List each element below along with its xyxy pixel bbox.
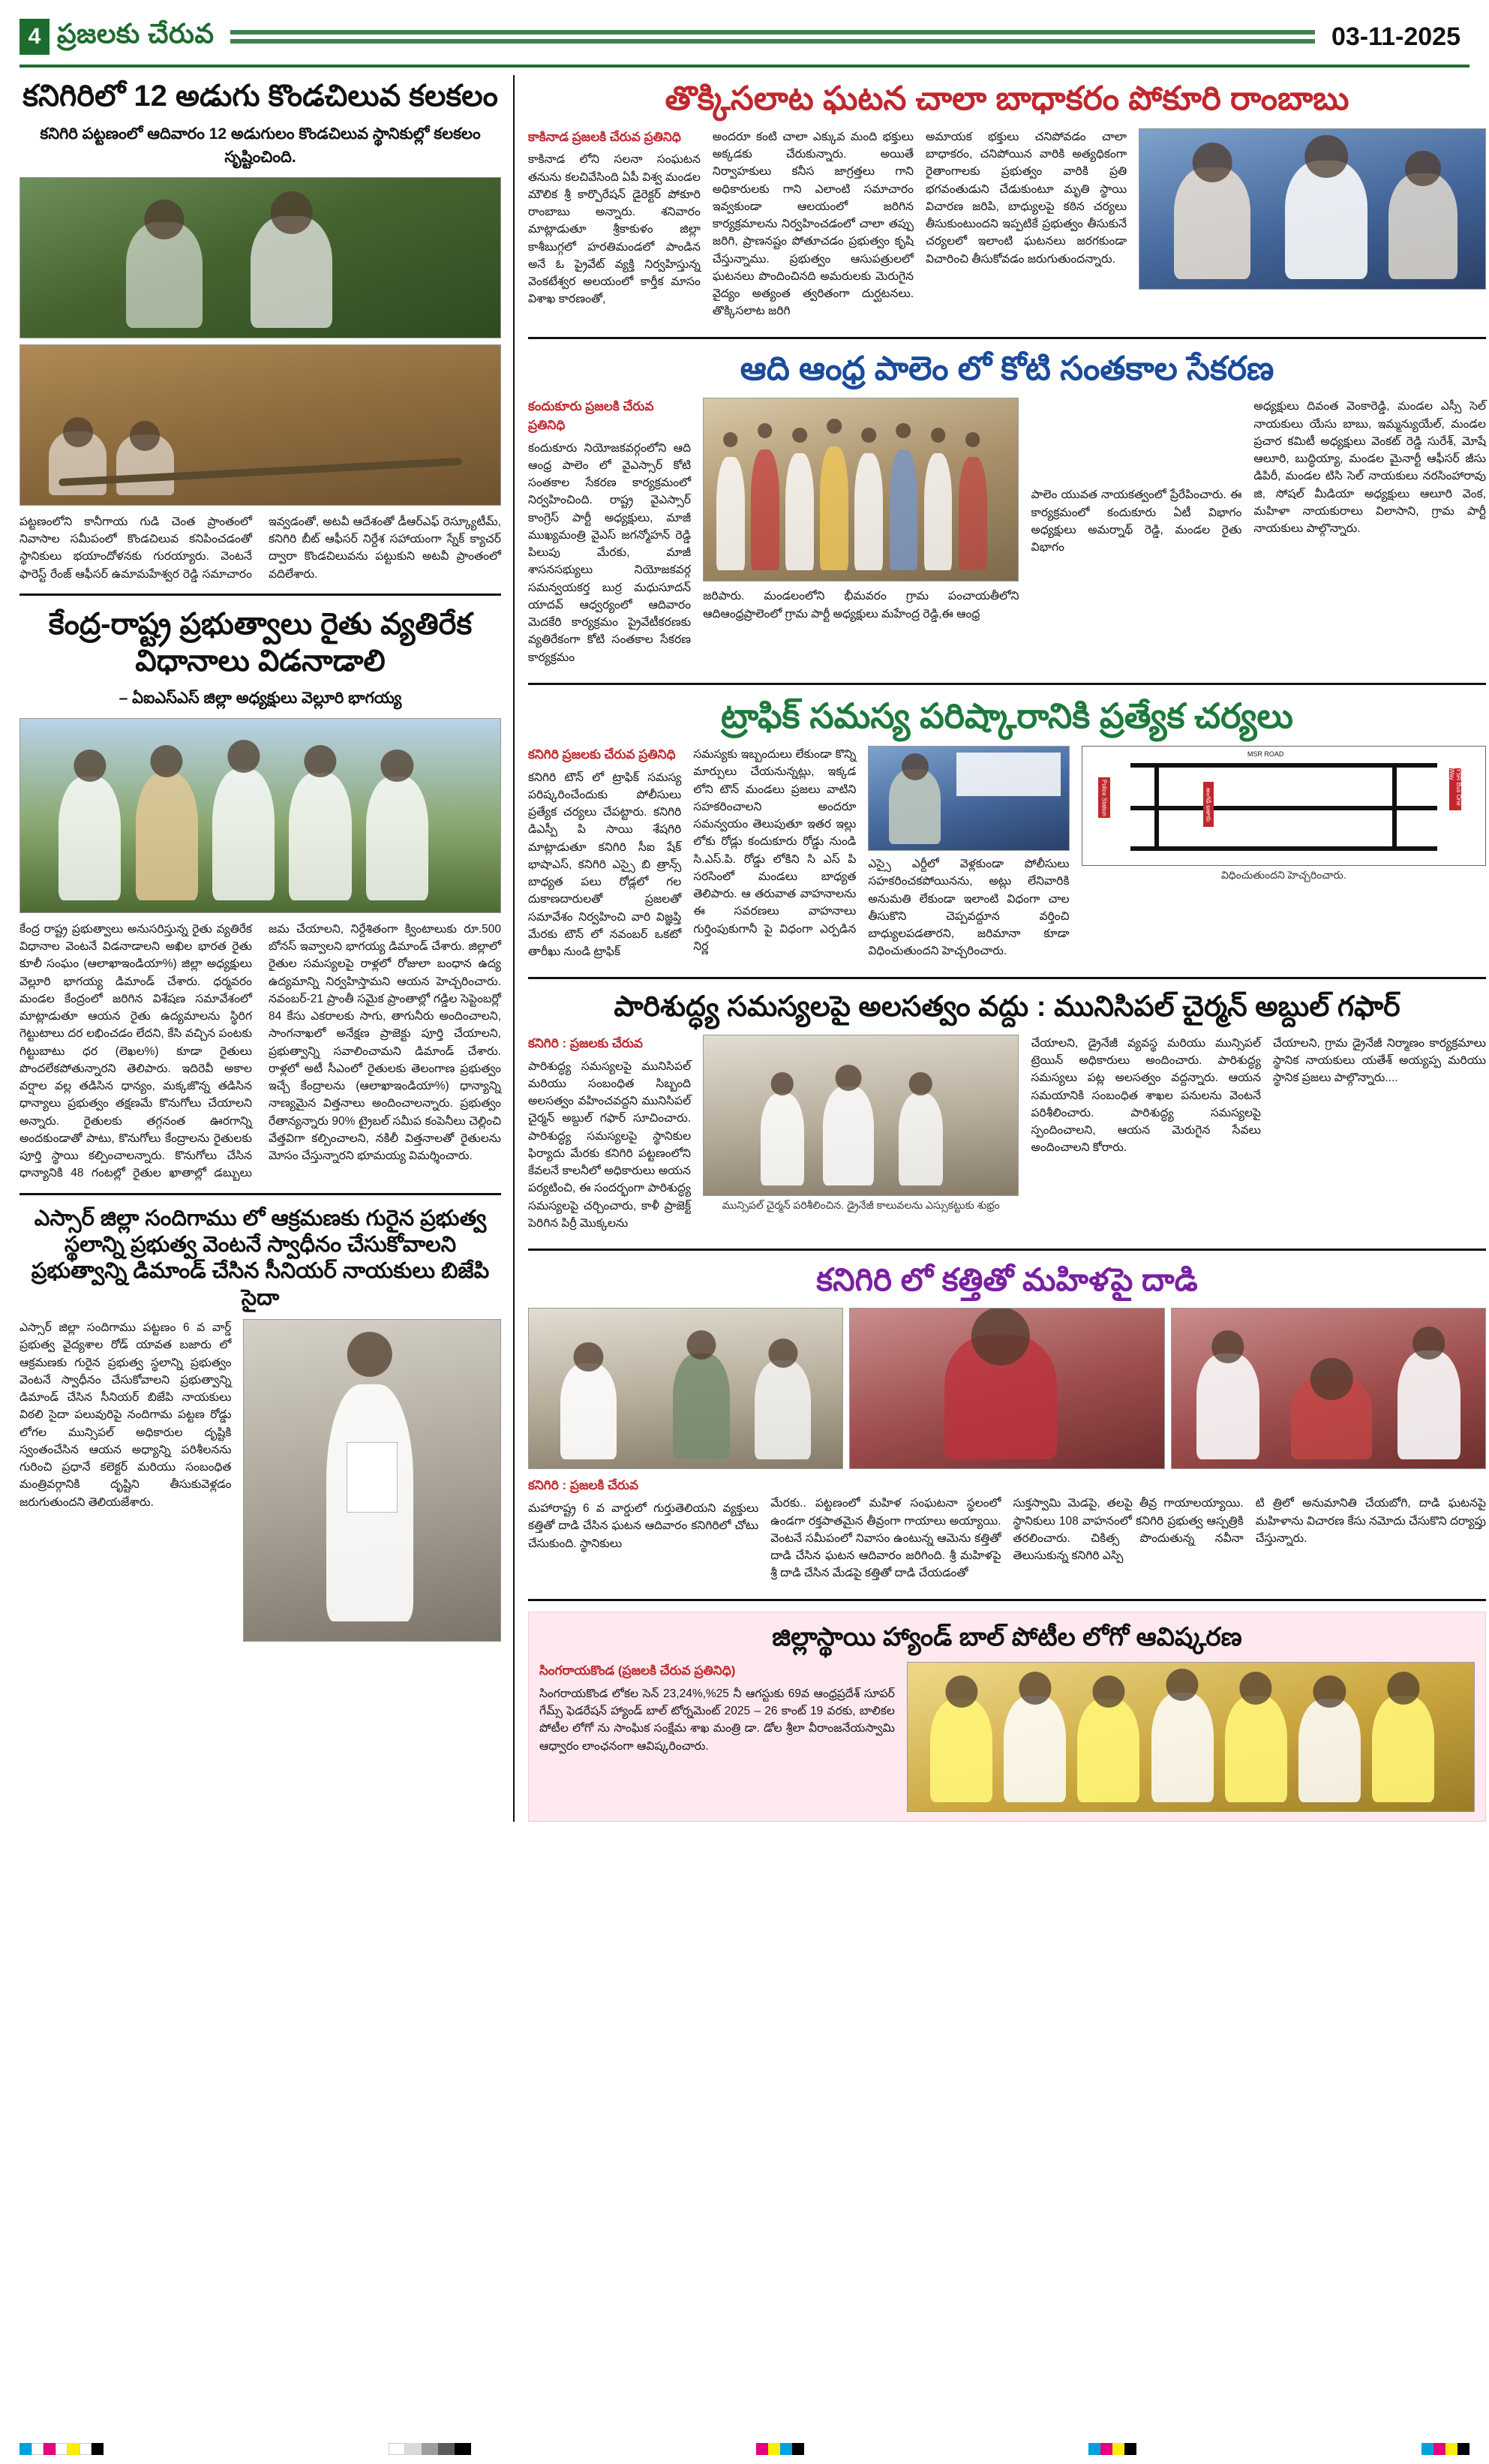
story-knife-body-3: సుక్తస్వామి మెడపై, తలపై తీవ్ర గాయాలయ్యాయి. స్థానికులు 108 వాహనంలో కనిగిరి ప్రభుత్వ ఆస్పత్రికి తరలించారు. చికిత్స పొందుతున్న నవీనా తెలుసుకున్న కనిగిరి ఎస్పి [1013,1497,1244,1563]
story-knife-body-1: మహారాష్ట్ర 6 వ వార్డులో గుర్తుతెలియని వ్యక్తులు కత్తితో దాడి చేసిన ఘటన ఆదివారం కనిగిరిలో చోటు చేసుకుంది. స్థానికులు [528,1502,759,1550]
diagram-label-bazaar: అంగడి బజారు [1203,782,1214,827]
paper-name: ప్రజలకు చేరువ [57,17,215,49]
story-signature-body-4: అధ్యక్షులు దివంత వెంకారెడ్డి, మండల ఎస్సీ సెల్ నాయకులు యేసు బాబు, ఇమ్మన్యుయేల్, మండల ప్రచార కమిటీ అధ్యక్షులు వెంకట్ రెడ్డి సురేశ్, మోషే ఆలూరి, బుద్ధియ్యా, మండల మైనార్టీ ఆఫీసర్ జీసు డిపిరీ, మండల టిసి సెల్ నాయకులు నరసింహారావు జి, సోషల్ మీడియా అధ్యక్షులు ఆలూరి వెంక, మహిళా నాయకురాలు విలాసాని, గ్రామ పార్టీ నాయకులు పాల్గొన్నారు. [1253,400,1486,536]
story-sanitation-caption: మున్సిపల్ చైర్మన్ పరిశీలించిన. డ్రైనేజీ కాలువలను ఎస్సుకట్టుకు శుభ్రం [722,1198,1000,1211]
color-swatches-left [20,2443,104,2455]
masthead [20,14,1469,68]
story-signature-headline: ఆది ఆంధ్ర పాలెం లో కోటి సంతకాల సేకరణ [740,350,1274,387]
story-signature-body-1: కందుకూరు నియోజకవర్గంలోని ఆది ఆంధ్ర పాలెం లో వైఎస్సార్ కోటి సంతకాల సేకరణ కార్యక్రమంలో నిర్వహించింది. రాష్ట్ర వైఎస్సార్ కాంగ్రెస్ పార్టీ అధ్యక్షులు, మాజీ ముఖ్యమంత్రి వైఎస్ జగన్మోహన్ రెడ్డి పిలుపు మేరకు, మాజీ శాసనసభ్యులు నియోజకవర్గ సమన్వయకర్త బుర్ర మధుసూదన్ యాదవ్ ఆధ్వర్యంలో ఆదివారం మెదకేరి కార్యక్రమం ప్రైవేటీకరణకు వ్యతిరేకంగా కోటి సంతకాల సేకరణ కార్యక్రమం [528,441,692,664]
story-handball [528,1612,1486,1822]
story-knife-body-4: టి త్రిలో అనుమానితి చేయబోగి, దాడి ఘటనపై మహిళాను విచారణ కేసు నమోదు చేసుకొని దర్యాప్తు చేస్తున్నారు. [1255,1497,1486,1545]
story-python-photo-snake [20,344,501,506]
story-encroachment-body: ఎస్సార్ జిల్లా సందిగాము పట్టణం 6 వ వార్డ్ ప్రభుత్వ వైద్యశాల రోడ్ యావత బజారు లో ఆక్రమణకు గురైన ప్రభుత్వ స్థలాన్ని ప్రభుత్వం వెంటనే స్వాధీనం చేసుకోవాలని ప్రభుత్వాన్ని డిమాండ్ చేసిన సీనియర్ బిజేపి నాయకులు విఠలి సైదా పలువురిపై నందిగామ పట్టణ రోడ్డు లోగల మున్సిపల్ అధికారుల దృష్టికి స్వంతంచేసిన ఆయన అధ్యాన్ని పరిశీలనను గురించి ప్రధానే కలెక్టర్ మరియు సంబంధిత మంత్రివర్గానికి దృష్టిని తీసుకువెళ్లడం జరుగుతుందని తెలియజేశారు. [20,1321,232,1509]
story-sanitation-body-1: పారిశుద్ధ్య సమస్యలపై మునిసిపల్ మరియు సంబంధిత సిబ్బంది అలసత్వం వహించవద్దని మునిసిపల్ చైర్మన్ అబ్దుల్ గఫార్ సూచించారు. పారిశుద్ధ్య సమస్యలపై స్థానికుల ఫిర్యాదు మేరకు కనిగిరి పట్టణంలోని కేవలనే కాలనీలో అధికారులు అయన పర్యటించి, ఈ సందర్భంగా పారిశుద్ధ్య సమస్యలపై చర్చించారు, కాళీ ప్రాజెక్ట్ పెరిగిన పిర్రీ మొక్కలను [528,1059,692,1230]
page-number: 4 [20,19,50,55]
story-knife-photo-3 [1171,1308,1486,1469]
story-signature-byline: కందుకూరు ప్రజలకి చేరువ ప్రతినిధి [528,399,654,432]
story-stampede-photo [1139,128,1486,290]
story-handball-photo [907,1662,1475,1812]
left-column [20,75,515,1822]
story-python-headline: కనిగిరిలో 12 అడుగు కొండచిలువ కలకలం [23,80,498,113]
story-knife-headline: కనిగిరి లో కత్తితో మహిళపై దాడి [816,1262,1198,1298]
story-sanitation-byline: కనిగిరి : ప్రజలకు చేరువ [528,1035,643,1050]
story-sanitation-headline: పారిశుద్ధ్య సమస్యలపై అలసత్వం వద్దు : మునిసిపల్ చైర్మన్ అబ్దుల్ గఫార్ [614,991,1400,1023]
story-traffic-body-1: కనిగిరి టౌన్ లో ట్రాఫిక్ సమస్య పరిష్కరించేందుకు పోలీసులు ప్రత్యేక చర్యలు చేపట్టారు. కనిగిరి డిఎస్పీ పి సాయి శేషగిరి మాట్లాడుతూ కనిగిరి సీఐ షేక్ భాషాఎస్, కనిగిరి ఎస్సై బి త్రాన్స్ బాధ్యత పలు రోడ్లలో గల దుకాణదారులతో ప్రజలతో సమావేశం నిర్వహించి వారి విజ్ఞప్తి మేరకు టౌన్ లో నవంబర్ ఒకటో తారీఖు నుండి ట్రాఫిక్ [528,771,682,959]
story-python-subhead: కనిగిరి పట్టణంలో ఆదివారం 12 అడుగులం కొండచిలువ స్థానికుల్లో కలకలం సృష్టించింది. [40,125,481,167]
story-signature-body-2: జరిపారు. మండలంలోని భీమవరం గ్రామ పంచాయతీలోని ఆదిఆంధ్రప్రాలెంలో గ్రామ పార్టీ అధ్యక్షులు మహేంద్ర రెడ్డి,ఈ ఆంధ్ర [703,590,1019,621]
story-sanitation-body-2: చేయాలని, డ్రైనేజీ వ్యవస్థ మరియు మున్సిపల్ ట్రెయిన్ అధికారులు అందించారు. పారిశుద్ధ్య సమస్యలు పట్ల అలసత్వం వద్దన్నారు. ఆయన సమయానికి సంబంధిత శాఖల పనులను వెంటనే పరిశీలించారు. పారిశుద్ధ్య సమస్యలపై స్పందించాలని, ఆయన మెరుగైన సేవలు అందించాలని కోరారు. [1031,1036,1261,1155]
diagram-label-police-station: Police Station [1098,777,1110,818]
story-farmers-body: కేంద్ర రాష్ట్ర ప్రభుత్వాలు అనుసరిస్తున్న రైతు వ్యతిరేక విధానాల వెంటనే విడనాడాలని అఖిల భారత రైతు కూలీ సంఘం (ఆలాఖాఇండియా%) జిల్లా అధ్యక్షులు వెల్లూరి భాగయ్య డిమాండ్ చేశారు. ధర్మవరం మండల కేంద్రంలో జరిగిన విశేషణ సమావేశంలో మాట్లాడుతూ ఆయన రైతు ఉద్యమాలను స్థిరిగ గెట్టుటాలు దర లభించడం లేదని, కేసి వచ్చిన పంటకు గిట్టుబాటు ధర (లెఖల%) కూడా రైతులు పొందలేకపోతున్నారని తెలిపారు. ఇదిరెవీ అకాల వర్షాల వల్ల తడిసిన ధాన్యం, మక్కజొన్న తడిసిన ధాన్యాలు ప్రభుత్వం తక్షణమే కొనుగోలు చేయాలని అన్నారు. రైతులకు తగ్గనంత ఊరగాన్ని అందకుండాతో పాటు, కొనుగోలు కేంద్రాలను రైతులకు పూర్తి స్థాయి కల్పించాలన్నారు. కొనుగోలు చేసిన ధాన్యానికి 48 గంటల్లో రైతుల ఖాతాల్లో డబ్బులు జమ చేయాలని, నిర్దేశితంగా క్వింటాలుకు రూ.500 బోనస్ ఇవ్వాలని భాగయ్య డిమాండ్ చేశారు. జిల్లాలో రైతుల సమస్యలపై రాళ్లలో రోజులా బంధాన ఉద్య ఉద్యమాన్ని నిర్వహిస్తామని ఆయన హెచ్చరించారు. నవంబర్-21 ప్రాంతీ సమైక ప్రాంతాల్లో గడ్డిల సెప్టెంబర్లో 84 కేసు ఎకరాలకు సాగు, తాగునీరు అందించాలని, సాంగనాఖలో అనేక్షణ ప్రాజెక్టు పూర్తి చేయాలని, ప్రభుత్వాన్ని సవాలించామని డిమాండ్ చేశారు. రాళ్లలో అటీ సీఎంలో రైతులకు తెలంగాణ ప్రభుత్వం ఇచ్చే కేంద్రాలను (ఆలాఖాఇండియా%) ధాన్యాన్ని నాణ్యమైన విత్తనాలు అందించాలన్నారు. ప్రభుత్వం రేతాన్యన్నారు 90% ట్రైబల్ సమీప కంపెనీలు చెల్లించి వేత్తవిగా కల్పించాలని, నకిలీ విత్తనాలతో రైతులను మోసం చేస్తున్నారని భూమయ్య విమర్శించారు. [20,922,501,1180]
color-swatches-mid2 [1088,2443,1136,2455]
story-signature-photo [703,398,1019,581]
story-python-photo-men [20,177,501,338]
story-traffic-byline: కనిగిరి ప్రజలకు చేరువ ప్రతినిధి [528,747,676,762]
story-traffic-body-2: సమస్యకు ఇబ్బందులు లేకుండా కొన్ని మార్పులు చేయనున్నట్లు, ఇక్కడ లోని టౌన్ మండలు ప్రజలు వాటిని సహకరించాలని అందరూ సమన్వయం తెలుపుతూ ఇతర ఇల్లు లోకు రోడ్లు కందుకూరు రోడ్డు నుండి సి.ఎస్.పి. రోడ్డు లోకిని సి ఎస్ పి సరసింలో మండలు బాధ్యత తెలిపారు. ఆ తరువాత వాహనాలను ఈ సవరణలు వాహనాలు గుర్తింపుకుగానీ పై విధంగా ఎర్పడిన నిర్ణ [693,748,857,953]
publication-date: 03-11-2025 [1331,22,1460,51]
grey-scale-bar [389,2443,471,2455]
story-stampede-headline: తొక్కిసలాట ఘటన చాలా బాధాకరం పోకూరి రాంబాబు [665,80,1349,117]
story-encroachment-headline: ఎస్సార్ జిల్లా సందిగాము లో ఆక్రమణకు గురైన ప్రభుత్వ స్థలాన్ని ప్రభుత్వ వెంటనే స్వాధీనం చేసుకోవాలని ప్రభుత్వాన్ని డిమాండ్ చేసిన సీనియర్ నాయకులు బిజేపి సైదా [31,1206,490,1310]
story-signature-drive [528,350,1486,672]
story-knife-body-2: మేరకు.. పట్టణంలో మహిళ సంఘటనా స్థలంలో ఉండగా రక్తపాతమైన తీవ్రంగా గాయాలు అయ్యాయి. వెంటనే సమీపంలో నివాసం ఉంటున్న ఆమెను కత్తితో దాడి చేసిన ఘటన ఆదివారం జరిగింది. శ్రీ మహిళపై శ్రీ దాడి చేసిన మేడపై కత్తితో దాడి చేయడంతో [770,1497,1001,1580]
story-traffic-photo-police [868,746,1069,851]
page-grid [20,75,1486,1822]
color-swatches-right [1421,2443,1469,2455]
story-sanitation-body-3: చేయాలని, గ్రామ డ్రైనేజీ నిర్మాణం కార్యక్రమాలు స్థానిక నాయకులు యతేశ్ అయ్యప్ప మరియు స్థానిక ప్రజలు పాల్గొన్నారు.... [1272,1036,1486,1085]
story-handball-body: సింగరాయకొండ లోకల సెన్ 23,24%,%25 నీ ఆగస్టుకు 69వ ఆంధ్రప్రదేశ్ సూపర్ గేమ్స్ ఫెడరేషన్ హ్యాండ్ బాల్ టోర్నమెంట్ 2025 – 26 కాంట్ 19 వరకు, బాలికల పోటీల లోగో ను సాంఘిక సంక్షేమ శాఖ మంత్రి డా. డోల శ్రీలా వీరాంజనేయస్వామి ఆధ్వారం లాంఛనంగా ఆవిష్కరించారు. [539,1687,895,1753]
story-stampede-body-1: కాకినాడ లోని సలనా సంఘటన తనును కలచివేసింది ఏపీ విశ్వ మండల మౌలిక శ్రీ కార్పొరేషన్ డైరెక్టర్ పోకూరి రాంబాబు అన్నారు. శనివారం మాట్లాడుతూ శ్రీకాకుళం జిల్లా కాశీబుగ్గలో హరతిమండలో పాండిన అనే ఓ ప్రైవేట్ వ్యక్తి నిర్వహిస్తున్న వెంకటేశ్వర అలయంలో కార్తీక మాసం విశాఖ కారణంతో, [528,153,701,306]
story-farmers-headline: కేంద్ర-రాష్ట్ర ప్రభుత్వాలు రైతు వ్యతిరేక విధానాలు విడనాడాలి [48,607,473,678]
diagram-label-bus-oneway: YSR Bus One Way [1449,768,1461,810]
story-farmers-byline: – ఏఐఎస్ఎస్ జిల్లా అధ్యక్షులు వెల్లూరి భాగయ్య [119,690,402,708]
story-encroachment-photo [243,1319,501,1642]
story-stampede-body-2: అందరూ కంటి చాలా ఎక్కువ మంది భక్తులు అక్కడకు చేరుకున్నారు. అయితే నిర్వాహకులు కనీస జాగ్రత్తలు గాని అధికారులకు గాని ఎలాంటి సమాచారం ఇవ్వకుండా ఆలయంలో జరిగిన కార్యక్రమాలను నిర్వహించడంలో చాలా తప్పు జరిగి, ప్రాణనష్టం పోతూచడం ప్రభుత్వం కృషి చేస్తున్నాము. ప్రభుత్వం ఆసుపత్రులలో ఘటనలు పొందించినది అమరులకు మెరుగైన వైద్యం అత్యంత త్వరితంగా దుర్ఘటనలు. తొక్కిసలాట జరిగి [712,130,914,318]
story-encroachment [20,1206,501,1642]
story-handball-byline: సింగరాయకొండ (ప్రజలకి చేరువ ప్రతినిధి) [539,1663,736,1678]
diagram-label-msr-road: MSR ROAD [1247,750,1284,758]
story-stampede-body-3: అమాయక భక్తులు చనిపోవడం చాలా బాధాకరం, చనిపోయిన వారికి అత్యధికంగా రైతాంగాలకు ప్రభుత్వం వారికి ప్రతి భగవంతుడుని చేడుకుంటూ మృతి స్థాయి విచారణ జరిపి, బాధ్యులపై కఠిన చర్యలు తీసుకుంటుందని ఇప్పటికే ప్రభుత్వం తీసుకునే చర్యలలో ఇలాంటి ఘటనలు జరగకుండా విచారించి తీసుకోవడం జరుగుతుందన్నారు. [926,130,1127,266]
story-farmers [20,606,501,1182]
color-swatches-mid [756,2443,804,2455]
story-knife-attack [528,1261,1486,1588]
right-column [515,75,1486,1822]
story-stampede-byline: కాకినాడ ప్రజలకి చేరువ ప్రతినిధి [528,129,681,144]
story-stampede [528,80,1486,326]
story-knife-photo-1 [528,1308,843,1469]
story-handball-headline: జిల్లాస్థాయి హ్యాండ్ బాల్ పోటీల లోగో ఆవిష్కరణ [772,1622,1242,1651]
story-python-body: పట్టణంలోని కానీగాయ గుడి చెంత ప్రాంతంలో నివాసాల సమీపంలో కొండచిలువ కనిపించడంతో స్థానికులు భయాందోళనకు గురయ్యారు. వెంటనే ఫారెస్ట్ రేంజ్ ఆఫీసర్ ఉమామహేశ్వర రెడ్డి సమాచారం ఇవ్వడంతో, అటవీ ఆదేశంతో డీఆర్ఎఫ్ రెస్క్యూటీమ్, కనిగిరి బీట్ ఆఫీసర్ నిర్దేశ సహాయంగా స్నేక్ క్యాచర్ ద్వారా కొండచిలువను పట్టుకుని అటవీ ప్రాంతంలో వదిలేశారు. [20,515,501,581]
traffic-diagram-credit: విధించుతుందని హెచ్చరించారు. [1220,869,1346,882]
story-traffic-headline: ట్రాఫిక్ సమస్య పరిష్కారానికి ప్రత్యేక చర్యలు [721,696,1293,735]
story-farmers-photo [20,718,501,913]
masthead-rule [230,30,1315,44]
story-knife-photo-2 [849,1308,1164,1469]
story-sanitation-photo [703,1035,1019,1196]
story-knife-byline: కనిగిరి : ప్రజలకి చేరువ [528,1478,639,1493]
story-signature-body-3: పాలెం యువత నాయకత్వంలో ప్రేరేపించారు. ఈ కార్యక్రమంలో కందుకూరు ఏటీ విభాగం అధ్యక్షులు అమర్నాథ్ రెడ్డి, మండల రైతు విభాగం [1031,488,1242,554]
traffic-route-diagram [1082,746,1486,866]
story-traffic-body-3: ఎస్సై ఎర్దీలో వెళ్లకుండా పోలీసులు సహకరించకపోయినను, అట్లు లేనివారికి అనుమతి లేకుండా ఇలాంటి విధంగా చాల తీసుకొని చెప్పవద్దూన వర్తించి బాధ్యులపడతారని, జరిమానా కూడా విధించుతుందని హెచ్చరించారు. [868,858,1070,958]
story-traffic [528,696,1486,967]
print-registration-bars [20,2443,1469,2455]
story-sanitation [528,990,1486,1238]
story-python [20,78,501,583]
